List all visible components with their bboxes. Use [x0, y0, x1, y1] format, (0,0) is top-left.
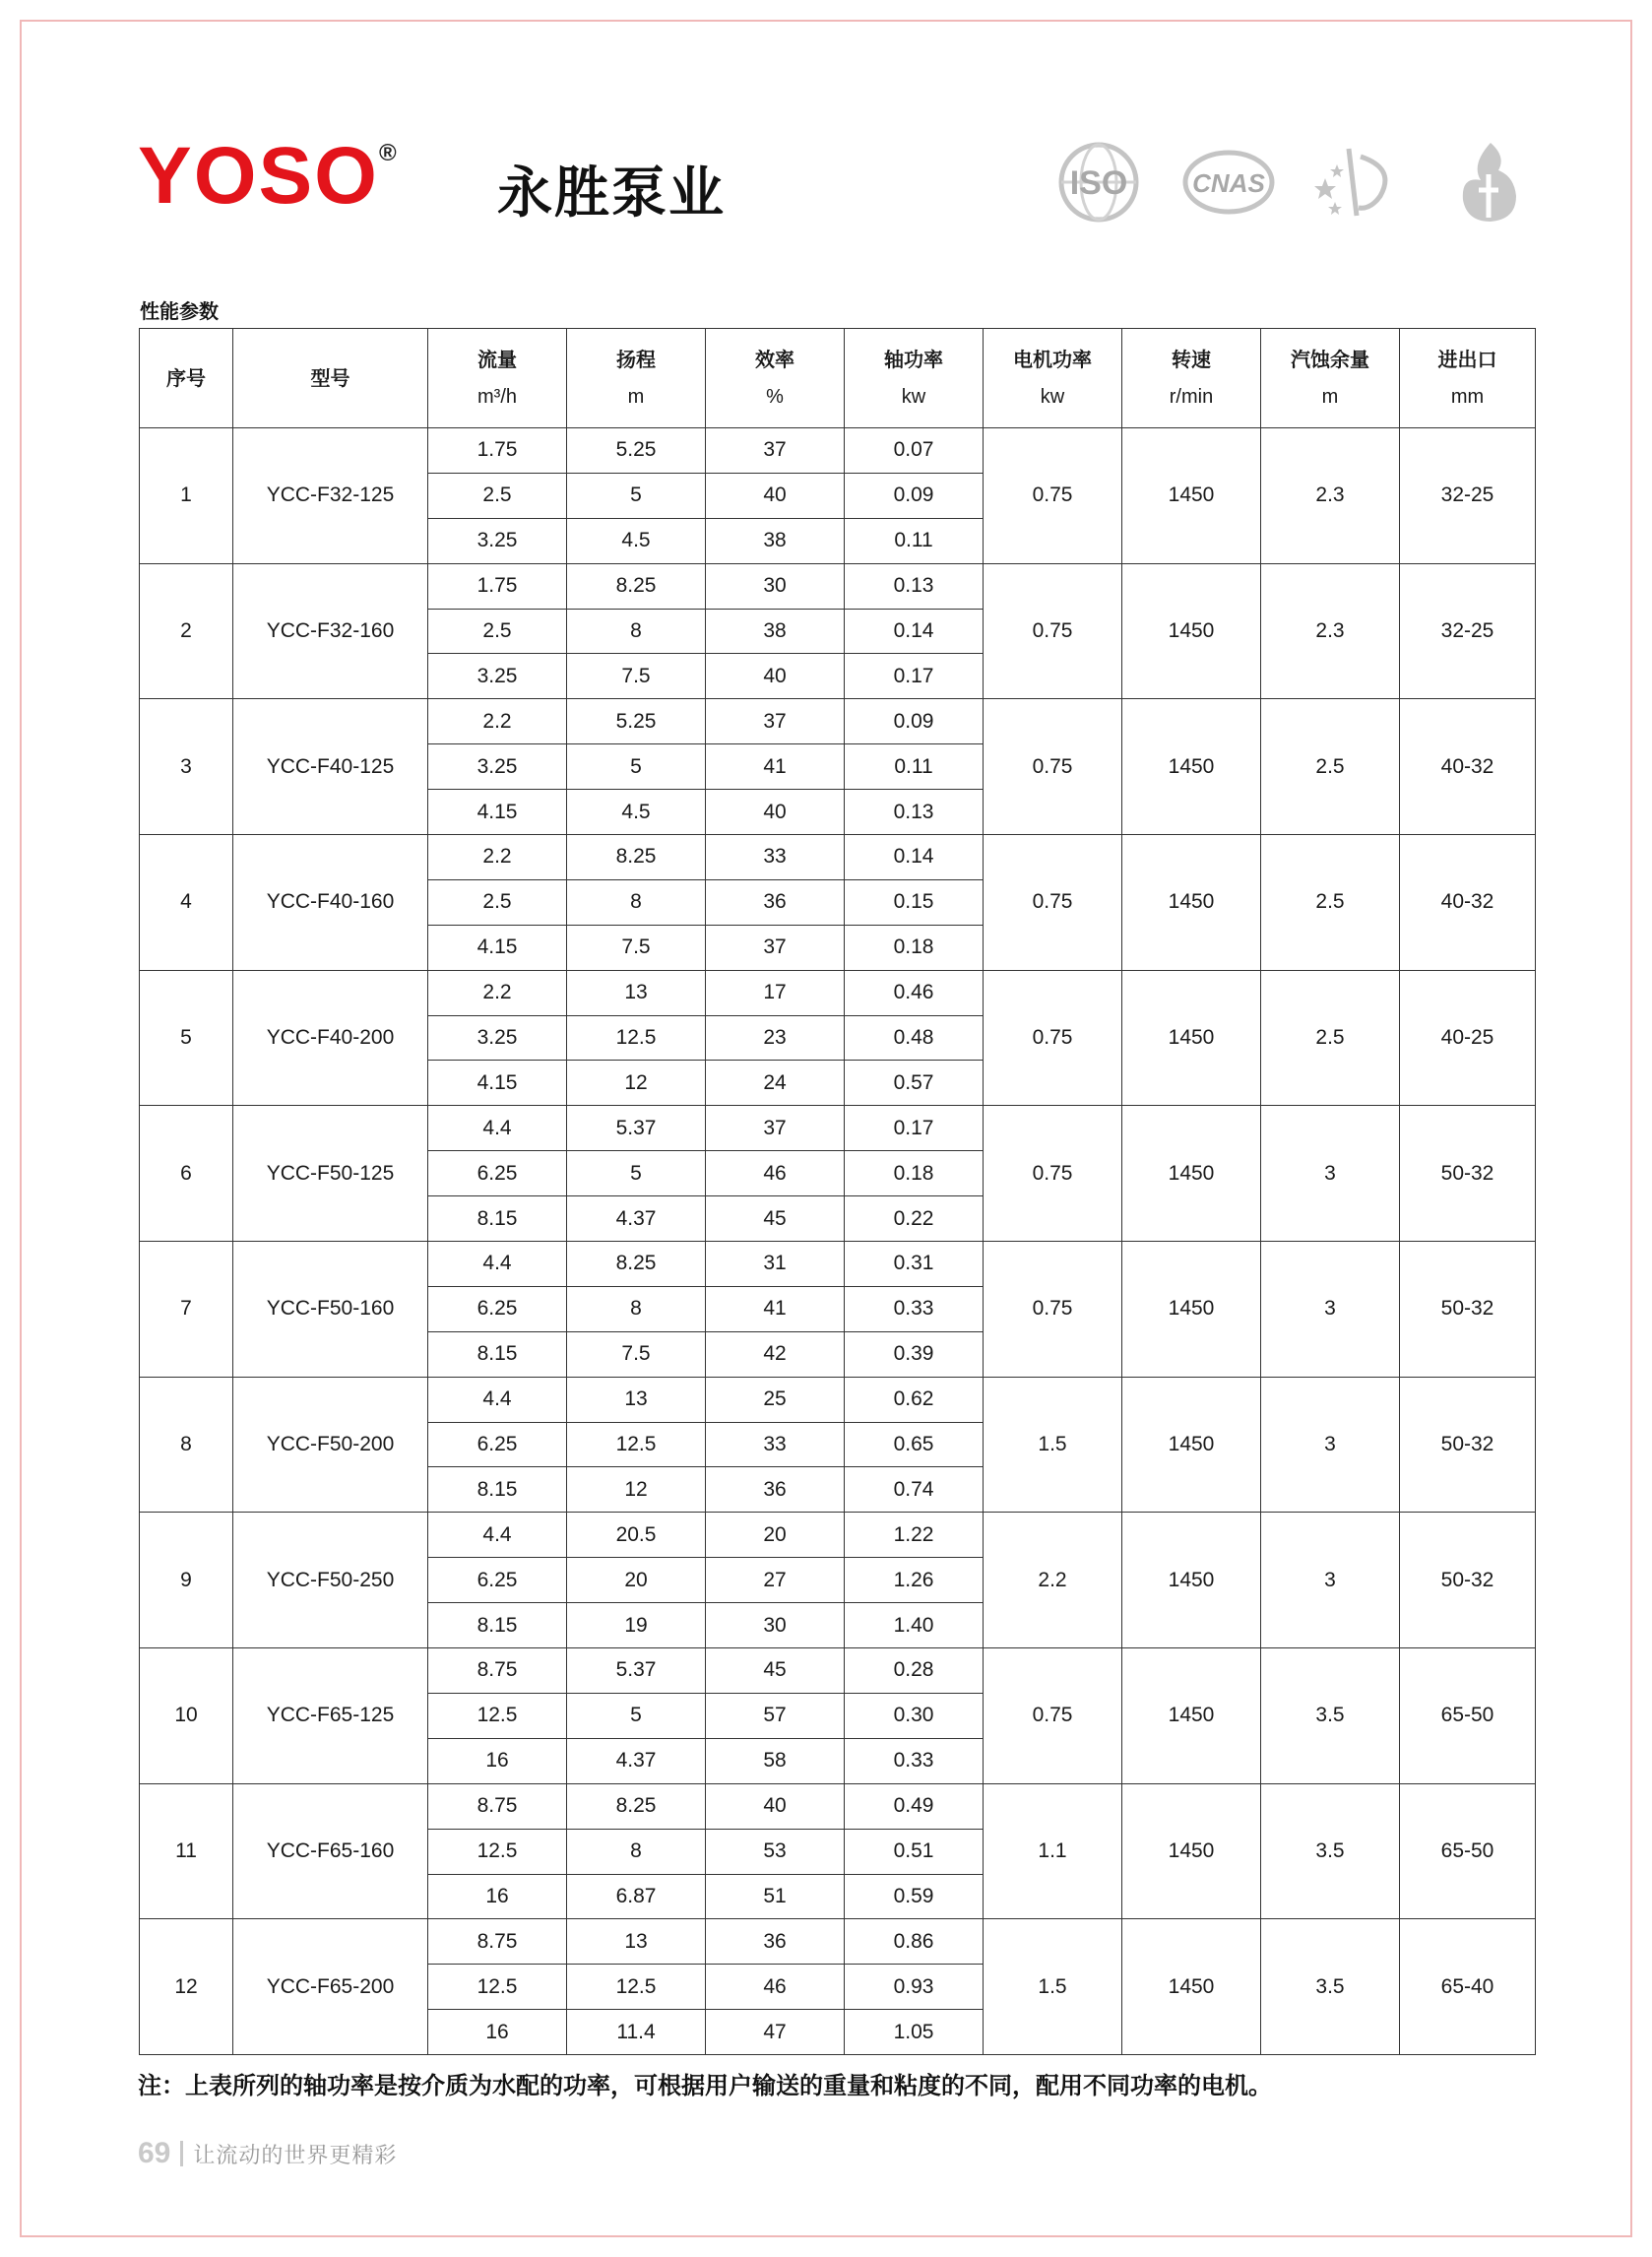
- shaft-power-cell: 0.74: [845, 1467, 984, 1513]
- head-cell: 8.25: [567, 835, 706, 880]
- head-cell: 5.37: [567, 1648, 706, 1694]
- head-cell: 20.5: [567, 1513, 706, 1558]
- efficiency-cell: 40: [706, 473, 845, 518]
- logo-text: YOSO: [138, 131, 379, 221]
- head-cell: 4.5: [567, 518, 706, 563]
- star-cert-icon: [1311, 135, 1406, 229]
- flame-cert-icon: [1441, 135, 1536, 229]
- flow-cell: 16: [428, 1874, 567, 1919]
- shaft-power-cell: 0.09: [845, 699, 984, 744]
- flow-cell: 4.4: [428, 1513, 567, 1558]
- efficiency-cell: 33: [706, 1422, 845, 1467]
- efficiency-cell: 37: [706, 699, 845, 744]
- column-header-unit: m: [627, 386, 645, 408]
- shaft-power-cell: 0.31: [845, 1242, 984, 1287]
- flow-cell: 1.75: [428, 563, 567, 609]
- shaft-power-cell: 0.49: [845, 1783, 984, 1829]
- head-cell: 7.5: [567, 1331, 706, 1377]
- column-header-unit: %: [766, 386, 784, 408]
- efficiency-cell: 36: [706, 879, 845, 925]
- column-header-label: 轴功率: [884, 348, 943, 371]
- column-header: [140, 329, 233, 428]
- page-number: 69: [138, 2137, 171, 2169]
- shaft-power-cell: 0.18: [845, 1151, 984, 1196]
- table-row: [140, 1106, 1536, 1151]
- cnas-cert-icon: [1181, 135, 1276, 229]
- flow-cell: 4.4: [428, 1242, 567, 1287]
- head-cell: 8: [567, 1829, 706, 1874]
- efficiency-cell: 24: [706, 1061, 845, 1106]
- column-header-label: 汽蚀余量: [1291, 348, 1369, 371]
- shaft-power-cell: 0.46: [845, 970, 984, 1015]
- motor-power-cell: 0.75: [984, 970, 1122, 1106]
- speed-cell: 1450: [1122, 1648, 1261, 1784]
- table-row: [140, 428, 1536, 474]
- npsh-cell: 3.5: [1261, 1919, 1400, 2055]
- ports-cell: 50-32: [1400, 1513, 1536, 1648]
- column-header-label: 序号: [166, 366, 206, 390]
- shaft-power-cell: 0.51: [845, 1829, 984, 1874]
- flow-cell: 4.15: [428, 925, 567, 970]
- row-number-cell: 9: [140, 1513, 233, 1648]
- efficiency-cell: 33: [706, 835, 845, 880]
- shaft-power-cell: 0.57: [845, 1061, 984, 1106]
- shaft-power-cell: 0.62: [845, 1377, 984, 1422]
- motor-power-cell: 0.75: [984, 835, 1122, 971]
- brand-name-cn: 永胜泵业: [497, 161, 726, 226]
- shaft-power-cell: 0.86: [845, 1919, 984, 1965]
- ports-cell: 32-25: [1400, 563, 1536, 699]
- flow-cell: 16: [428, 2010, 567, 2055]
- ports-cell: 50-32: [1400, 1106, 1536, 1242]
- table-body: [140, 428, 1536, 2055]
- head-cell: 5.37: [567, 1106, 706, 1151]
- flow-cell: 12.5: [428, 1965, 567, 2010]
- speed-cell: 1450: [1122, 428, 1261, 564]
- npsh-cell: 2.5: [1261, 835, 1400, 971]
- shaft-power-cell: 0.30: [845, 1693, 984, 1738]
- shaft-power-cell: 0.28: [845, 1648, 984, 1694]
- shaft-power-cell: 0.13: [845, 563, 984, 609]
- efficiency-cell: 17: [706, 970, 845, 1015]
- row-number-cell: 6: [140, 1106, 233, 1242]
- shaft-power-cell: 1.05: [845, 2010, 984, 2055]
- ports-cell: 40-32: [1400, 699, 1536, 835]
- efficiency-cell: 40: [706, 654, 845, 699]
- efficiency-cell: 41: [706, 1286, 845, 1331]
- shaft-power-cell: 0.33: [845, 1738, 984, 1783]
- cnas-label: CNAS: [1192, 168, 1265, 198]
- row-number-cell: 5: [140, 970, 233, 1106]
- head-cell: 7.5: [567, 925, 706, 970]
- efficiency-cell: 58: [706, 1738, 845, 1783]
- flow-cell: 2.5: [428, 473, 567, 518]
- shaft-power-cell: 0.65: [845, 1422, 984, 1467]
- model-cell: YCC-F32-160: [233, 563, 428, 699]
- table-row: [140, 835, 1536, 880]
- row-number-cell: 4: [140, 835, 233, 971]
- efficiency-cell: 37: [706, 1106, 845, 1151]
- column-header-unit: m³/h: [477, 386, 517, 408]
- column-header: [984, 329, 1122, 428]
- model-cell: YCC-F50-160: [233, 1242, 428, 1378]
- head-cell: 5: [567, 473, 706, 518]
- efficiency-cell: 38: [706, 609, 845, 654]
- flow-cell: 6.25: [428, 1422, 567, 1467]
- head-cell: 13: [567, 970, 706, 1015]
- head-cell: 7.5: [567, 654, 706, 699]
- shaft-power-cell: 0.11: [845, 744, 984, 790]
- speed-cell: 1450: [1122, 1919, 1261, 2055]
- shaft-power-cell: 1.26: [845, 1558, 984, 1603]
- shaft-power-cell: 0.59: [845, 1874, 984, 1919]
- certification-logos: [1051, 128, 1536, 236]
- npsh-cell: 2.3: [1261, 428, 1400, 564]
- speed-cell: 1450: [1122, 970, 1261, 1106]
- efficiency-cell: 40: [706, 1783, 845, 1829]
- shaft-power-cell: 0.48: [845, 1015, 984, 1061]
- head-cell: 12.5: [567, 1965, 706, 2010]
- efficiency-cell: 41: [706, 744, 845, 790]
- column-header-unit: r/min: [1169, 386, 1214, 408]
- model-cell: YCC-F65-200: [233, 1919, 428, 2055]
- efficiency-cell: 45: [706, 1196, 845, 1242]
- model-cell: YCC-F40-200: [233, 970, 428, 1106]
- motor-power-cell: 0.75: [984, 1648, 1122, 1784]
- npsh-cell: 3: [1261, 1513, 1400, 1648]
- row-number-cell: 1: [140, 428, 233, 564]
- flow-cell: 6.25: [428, 1151, 567, 1196]
- head-cell: 12.5: [567, 1015, 706, 1061]
- flow-cell: 4.4: [428, 1377, 567, 1422]
- flow-cell: 12.5: [428, 1693, 567, 1738]
- footer-divider: [180, 2141, 183, 2166]
- npsh-cell: 3: [1261, 1106, 1400, 1242]
- head-cell: 19: [567, 1603, 706, 1648]
- column-header-unit: kw: [901, 386, 926, 408]
- head-cell: 4.37: [567, 1738, 706, 1783]
- shaft-power-cell: 0.15: [845, 879, 984, 925]
- flow-cell: 2.2: [428, 970, 567, 1015]
- speed-cell: 1450: [1122, 1377, 1261, 1513]
- ports-cell: 65-50: [1400, 1783, 1536, 1919]
- footnote: 注：上表所列的轴功率是按介质为水配的功率，可根据用户输送的重量和粘度的不同，配用不同功率的电机。: [138, 2072, 1272, 2099]
- efficiency-cell: 27: [706, 1558, 845, 1603]
- table-row: [140, 1242, 1536, 1287]
- column-header-label: 效率: [755, 348, 794, 371]
- head-cell: 8.25: [567, 1242, 706, 1287]
- row-number-cell: 2: [140, 563, 233, 699]
- shaft-power-cell: 0.09: [845, 473, 984, 518]
- flow-cell: 8.75: [428, 1783, 567, 1829]
- efficiency-cell: 37: [706, 925, 845, 970]
- shaft-power-cell: 0.07: [845, 428, 984, 474]
- motor-power-cell: 1.5: [984, 1919, 1122, 2055]
- table-header: [140, 329, 1536, 428]
- row-number-cell: 7: [140, 1242, 233, 1378]
- flow-cell: 2.2: [428, 835, 567, 880]
- model-cell: YCC-F40-125: [233, 699, 428, 835]
- shaft-power-cell: 0.11: [845, 518, 984, 563]
- shaft-power-cell: 1.22: [845, 1513, 984, 1558]
- flow-cell: 8.15: [428, 1603, 567, 1648]
- efficiency-cell: 30: [706, 1603, 845, 1648]
- performance-table: [139, 328, 1536, 2055]
- column-header: [706, 329, 845, 428]
- row-number-cell: 8: [140, 1377, 233, 1513]
- ports-cell: 50-32: [1400, 1377, 1536, 1513]
- shaft-power-cell: 0.33: [845, 1286, 984, 1331]
- column-header-label: 转速: [1172, 348, 1211, 371]
- npsh-cell: 2.5: [1261, 970, 1400, 1106]
- flow-cell: 4.15: [428, 790, 567, 835]
- efficiency-cell: 30: [706, 563, 845, 609]
- model-cell: YCC-F50-125: [233, 1106, 428, 1242]
- head-cell: 8: [567, 1286, 706, 1331]
- footer-slogan: 让流动的世界更精彩: [193, 2143, 398, 2168]
- efficiency-cell: 40: [706, 790, 845, 835]
- head-cell: 5: [567, 744, 706, 790]
- table-row: [140, 1377, 1536, 1422]
- column-header-label: 扬程: [616, 348, 656, 371]
- shaft-power-cell: 0.13: [845, 790, 984, 835]
- speed-cell: 1450: [1122, 1783, 1261, 1919]
- efficiency-cell: 51: [706, 1874, 845, 1919]
- column-header: [428, 329, 567, 428]
- flow-cell: 8.15: [428, 1196, 567, 1242]
- flow-cell: 8.75: [428, 1919, 567, 1965]
- ports-cell: 40-25: [1400, 970, 1536, 1106]
- flow-cell: 2.5: [428, 609, 567, 654]
- shaft-power-cell: 0.17: [845, 1106, 984, 1151]
- column-header: [1261, 329, 1400, 428]
- column-header-label: 进出口: [1437, 348, 1497, 371]
- shaft-power-cell: 1.40: [845, 1603, 984, 1648]
- flow-cell: 2.5: [428, 879, 567, 925]
- column-header-unit: m: [1321, 386, 1339, 408]
- head-cell: 12.5: [567, 1422, 706, 1467]
- motor-power-cell: 2.2: [984, 1513, 1122, 1648]
- table-row: [140, 970, 1536, 1015]
- motor-power-cell: 0.75: [984, 563, 1122, 699]
- ports-cell: 50-32: [1400, 1242, 1536, 1378]
- table-row: [140, 1783, 1536, 1829]
- model-cell: YCC-F65-125: [233, 1648, 428, 1784]
- speed-cell: 1450: [1122, 835, 1261, 971]
- flow-cell: 3.25: [428, 654, 567, 699]
- iso-cert-icon: [1051, 135, 1146, 229]
- head-cell: 5: [567, 1151, 706, 1196]
- efficiency-cell: 36: [706, 1467, 845, 1513]
- column-header-label: 电机功率: [1013, 348, 1092, 371]
- column-header-unit: kw: [1040, 386, 1065, 408]
- npsh-cell: 3.5: [1261, 1648, 1400, 1784]
- speed-cell: 1450: [1122, 563, 1261, 699]
- head-cell: 5.25: [567, 428, 706, 474]
- efficiency-cell: 31: [706, 1242, 845, 1287]
- speed-cell: 1450: [1122, 1242, 1261, 1378]
- flow-cell: 6.25: [428, 1558, 567, 1603]
- shaft-power-cell: 0.39: [845, 1331, 984, 1377]
- iso-label: ISO: [1069, 164, 1128, 202]
- speed-cell: 1450: [1122, 1106, 1261, 1242]
- head-cell: 8.25: [567, 563, 706, 609]
- motor-power-cell: 0.75: [984, 699, 1122, 835]
- motor-power-cell: 0.75: [984, 428, 1122, 564]
- flow-cell: 6.25: [428, 1286, 567, 1331]
- shaft-power-cell: 0.22: [845, 1196, 984, 1242]
- npsh-cell: 2.3: [1261, 563, 1400, 699]
- npsh-cell: 3: [1261, 1242, 1400, 1378]
- head-cell: 11.4: [567, 2010, 706, 2055]
- head-cell: 5.25: [567, 699, 706, 744]
- head-cell: 13: [567, 1377, 706, 1422]
- row-number-cell: 12: [140, 1919, 233, 2055]
- head-cell: 5: [567, 1693, 706, 1738]
- efficiency-cell: 20: [706, 1513, 845, 1558]
- flow-cell: 16: [428, 1738, 567, 1783]
- efficiency-cell: 46: [706, 1965, 845, 2010]
- efficiency-cell: 45: [706, 1648, 845, 1694]
- table-row: [140, 1648, 1536, 1694]
- motor-power-cell: 0.75: [984, 1106, 1122, 1242]
- motor-power-cell: 0.75: [984, 1242, 1122, 1378]
- speed-cell: 1450: [1122, 699, 1261, 835]
- ports-cell: 65-50: [1400, 1648, 1536, 1784]
- flow-cell: 8.75: [428, 1648, 567, 1694]
- model-cell: YCC-F65-160: [233, 1783, 428, 1919]
- model-cell: YCC-F50-250: [233, 1513, 428, 1648]
- speed-cell: 1450: [1122, 1513, 1261, 1648]
- model-cell: YCC-F40-160: [233, 835, 428, 971]
- ports-cell: 40-32: [1400, 835, 1536, 971]
- head-cell: 4.37: [567, 1196, 706, 1242]
- column-header-label: 型号: [310, 366, 350, 390]
- column-header-unit: mm: [1450, 386, 1485, 408]
- npsh-cell: 3: [1261, 1377, 1400, 1513]
- efficiency-cell: 23: [706, 1015, 845, 1061]
- head-cell: 8.25: [567, 1783, 706, 1829]
- efficiency-cell: 25: [706, 1377, 845, 1422]
- column-header: [845, 329, 984, 428]
- table-row: [140, 1513, 1536, 1558]
- npsh-cell: 3.5: [1261, 1783, 1400, 1919]
- flow-cell: 8.15: [428, 1467, 567, 1513]
- row-number-cell: 11: [140, 1783, 233, 1919]
- registered-mark: ®: [378, 140, 399, 166]
- head-cell: 8: [567, 609, 706, 654]
- motor-power-cell: 1.1: [984, 1783, 1122, 1919]
- shaft-power-cell: 0.18: [845, 925, 984, 970]
- efficiency-cell: 42: [706, 1331, 845, 1377]
- table-row: [140, 699, 1536, 744]
- ports-cell: 65-40: [1400, 1919, 1536, 2055]
- head-cell: 4.5: [567, 790, 706, 835]
- efficiency-cell: 36: [706, 1919, 845, 1965]
- column-header: [567, 329, 706, 428]
- head-cell: 12: [567, 1061, 706, 1106]
- shaft-power-cell: 0.17: [845, 654, 984, 699]
- shaft-power-cell: 0.14: [845, 609, 984, 654]
- efficiency-cell: 47: [706, 2010, 845, 2055]
- head-cell: 13: [567, 1919, 706, 1965]
- head-cell: 8: [567, 879, 706, 925]
- column-header-label: 流量: [477, 348, 517, 371]
- section-title: 性能参数: [140, 299, 219, 323]
- flow-cell: 3.25: [428, 518, 567, 563]
- head-cell: 6.87: [567, 1874, 706, 1919]
- efficiency-cell: 37: [706, 428, 845, 474]
- page-footer: [138, 2137, 397, 2170]
- head-cell: 12: [567, 1467, 706, 1513]
- yoso-logo: [138, 131, 399, 221]
- flow-cell: 2.2: [428, 699, 567, 744]
- shaft-power-cell: 0.93: [845, 1965, 984, 2010]
- row-number-cell: 3: [140, 699, 233, 835]
- efficiency-cell: 53: [706, 1829, 845, 1874]
- ports-cell: 32-25: [1400, 428, 1536, 564]
- flow-cell: 3.25: [428, 1015, 567, 1061]
- model-cell: YCC-F50-200: [233, 1377, 428, 1513]
- table-row: [140, 563, 1536, 609]
- head-cell: 20: [567, 1558, 706, 1603]
- efficiency-cell: 57: [706, 1693, 845, 1738]
- page-header: [138, 128, 1536, 236]
- shaft-power-cell: 0.14: [845, 835, 984, 880]
- flow-cell: 8.15: [428, 1331, 567, 1377]
- flow-cell: 3.25: [428, 744, 567, 790]
- efficiency-cell: 46: [706, 1151, 845, 1196]
- column-header: [1122, 329, 1261, 428]
- column-header: [233, 329, 428, 428]
- model-cell: YCC-F32-125: [233, 428, 428, 564]
- flow-cell: 4.15: [428, 1061, 567, 1106]
- motor-power-cell: 1.5: [984, 1377, 1122, 1513]
- header-row: [140, 329, 1536, 428]
- column-header: [1400, 329, 1536, 428]
- flow-cell: 1.75: [428, 428, 567, 474]
- table-row: [140, 1919, 1536, 1965]
- npsh-cell: 2.5: [1261, 699, 1400, 835]
- flow-cell: 4.4: [428, 1106, 567, 1151]
- efficiency-cell: 38: [706, 518, 845, 563]
- row-number-cell: 10: [140, 1648, 233, 1784]
- flow-cell: 12.5: [428, 1829, 567, 1874]
